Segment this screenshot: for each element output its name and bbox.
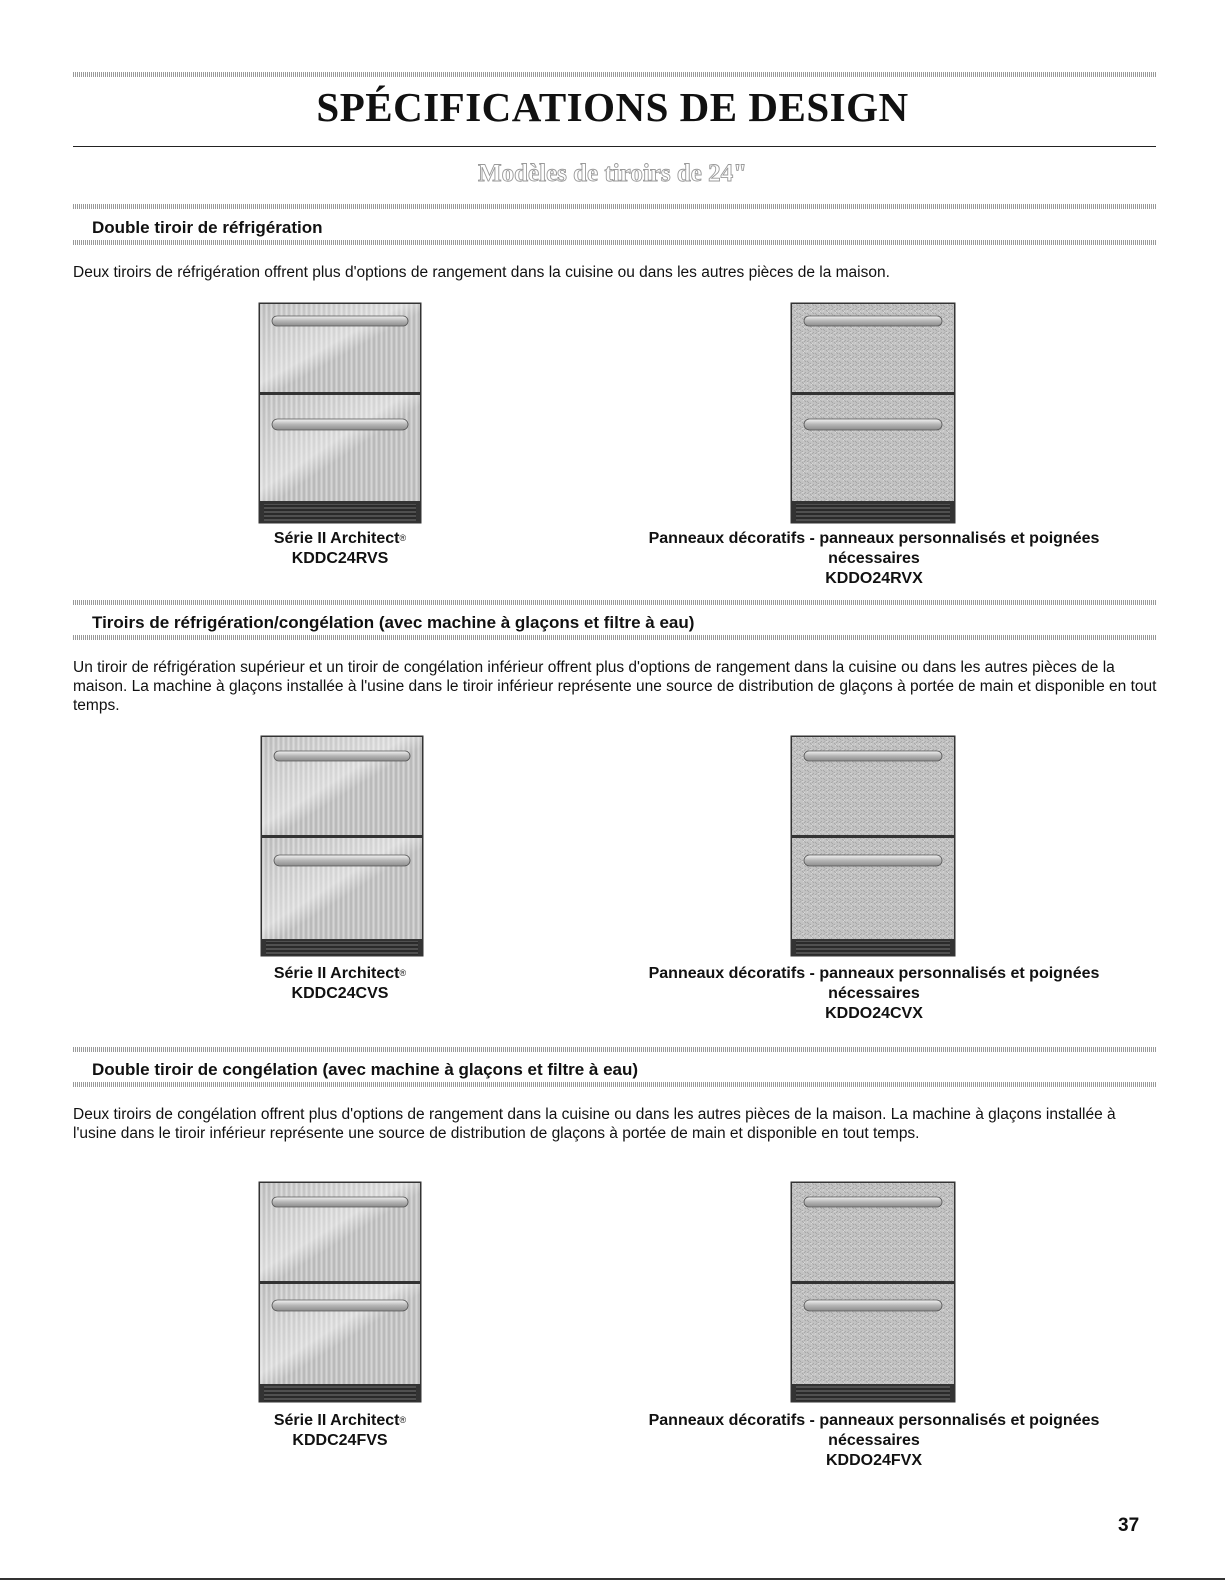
series-name: Série II Architect <box>273 965 400 982</box>
model-caption <box>610 964 1138 1024</box>
series-name: Série II Architect <box>273 530 400 547</box>
stainless-drawer-illustration <box>258 1181 422 1403</box>
model-caption <box>610 529 1138 589</box>
section-rule <box>73 1047 1156 1052</box>
model-number: KDDC24CVS <box>291 985 389 1002</box>
series-name: Série II Architect <box>273 1412 400 1429</box>
model-caption <box>229 964 451 1004</box>
page-number: 37 <box>1118 1515 1140 1536</box>
section-description: Deux tiroirs de réfrigération offrent plus d'options de rangement dans la cuisine ou dans les autres pièces de la maison. <box>73 264 890 281</box>
section-rule <box>73 635 1156 640</box>
model-number: KDDC24RVS <box>291 550 389 567</box>
stainless-drawer-illustration <box>260 735 424 957</box>
panel-caption-line: nécessaires <box>828 1432 920 1449</box>
model-number: KDDC24FVS <box>292 1432 388 1449</box>
section-rule <box>73 1082 1156 1087</box>
model-caption <box>229 529 451 569</box>
panel-caption-line: Panneaux décoratifs - panneaux personnalisés et poignées <box>648 1412 1100 1429</box>
section-heading: Double tiroir de congélation (avec machine à glaçons et filtre à eau) <box>92 1060 639 1079</box>
section-rule <box>73 240 1156 245</box>
stainless-drawer-illustration <box>258 302 422 524</box>
page-title: SPÉCIFICATIONS DE DESIGN <box>316 84 909 130</box>
section-description: Un tiroir de réfrigération supérieur et un tiroir de congélation inférieur offrent plus d'options de rangement dans la cuisine ou dans les autres pièces de la maison. La machine à glaçons installée à l'usine dans le tiroir inférieur représente une source de distribution de glaçons à portée de main et disponible en tout temps. <box>73 659 1157 714</box>
panel-drawer-illustration <box>790 735 956 957</box>
model-number: KDDO24RVX <box>825 570 923 587</box>
top-hatch-rule <box>73 72 1156 77</box>
model-caption <box>229 1411 451 1451</box>
section-rule <box>73 204 1156 209</box>
model-number: KDDO24FVX <box>825 1452 923 1469</box>
panel-drawer-illustration <box>790 302 956 524</box>
model-caption <box>610 1411 1138 1471</box>
panel-caption-line: nécessaires <box>828 985 920 1002</box>
section-rule <box>73 600 1156 605</box>
model-number: KDDO24CVX <box>825 1005 923 1022</box>
panel-caption-line: nécessaires <box>828 550 920 567</box>
section-description: Deux tiroirs de congélation offrent plus d'options de rangement dans la cuisine ou dans les autres pièces de la maison. La machine à glaçons installée à l'usine dans le tiroir inférieur représente une source de distribution de glaçons à portée de main et disponible en tout temps. <box>73 1106 1116 1142</box>
registered-mark: ® <box>399 1415 407 1425</box>
section-heading: Double tiroir de réfrigération <box>92 218 323 237</box>
title-underline <box>73 146 1156 147</box>
bottom-rule <box>0 1578 1225 1580</box>
page-subtitle: Modèles de tiroirs de 24" <box>478 160 747 187</box>
panel-caption-line: Panneaux décoratifs - panneaux personnalisés et poignées <box>648 965 1100 982</box>
panel-caption-line: Panneaux décoratifs - panneaux personnalisés et poignées <box>648 530 1100 547</box>
registered-mark: ® <box>399 533 407 543</box>
registered-mark: ® <box>399 968 407 978</box>
panel-drawer-illustration <box>790 1181 956 1403</box>
section-heading: Tiroirs de réfrigération/congélation (avec machine à glaçons et filtre à eau) <box>92 613 695 632</box>
